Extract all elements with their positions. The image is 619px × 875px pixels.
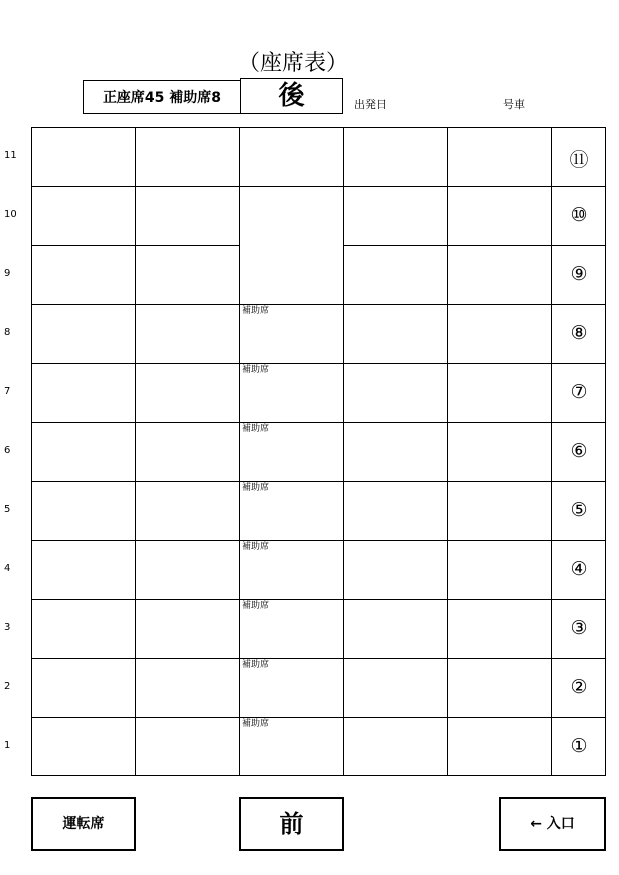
row-circled-number: ② xyxy=(570,675,588,698)
row-number: 10 xyxy=(4,208,17,220)
seat-grid-lines xyxy=(31,127,606,776)
assist-seat-label: 補助席 xyxy=(242,601,270,611)
entrance-box: ← 入口 xyxy=(499,797,606,851)
row-number: 4 xyxy=(4,562,11,574)
row-circled-number: ⑪ xyxy=(569,148,589,171)
row-circled-number: ④ xyxy=(570,557,588,580)
departure-date-label: 出発日 xyxy=(354,98,387,111)
row-number: 11 xyxy=(4,149,17,161)
front-label-box: 前 xyxy=(239,797,344,851)
row-number: 3 xyxy=(4,621,11,633)
seat-count-label: 正座席45 補助席8 xyxy=(83,80,240,114)
row-number: 5 xyxy=(4,503,11,515)
row-number: 1 xyxy=(4,739,11,751)
page-title: （座席表） xyxy=(238,51,349,76)
row-number: 7 xyxy=(4,385,11,397)
row-circled-number: ⑧ xyxy=(570,321,588,344)
assist-seat-label: 補助席 xyxy=(242,365,270,375)
car-number-label: 号車 xyxy=(503,98,525,111)
row-number: 8 xyxy=(4,326,11,338)
row-circled-number: ⑩ xyxy=(570,203,588,226)
assist-seat-label: 補助席 xyxy=(242,660,270,670)
grid-border xyxy=(32,128,606,776)
assist-seat-label: 補助席 xyxy=(242,424,270,434)
row-circled-number: ⑥ xyxy=(570,439,588,462)
row-number: 6 xyxy=(4,444,11,456)
rear-label: 後 xyxy=(240,78,343,114)
seat-grid xyxy=(31,127,606,776)
assist-seat-label: 補助席 xyxy=(242,306,270,316)
assist-seat-label: 補助席 xyxy=(242,542,270,552)
row-circled-number: ③ xyxy=(570,616,588,639)
driver-seat-box: 運転席 xyxy=(31,797,136,851)
row-number: 2 xyxy=(4,680,11,692)
assist-seat-label: 補助席 xyxy=(242,719,270,729)
row-circled-number: ① xyxy=(570,734,588,757)
assist-seat-label: 補助席 xyxy=(242,483,270,493)
row-circled-number: ⑨ xyxy=(570,262,588,285)
row-circled-number: ⑤ xyxy=(570,498,588,521)
row-number: 9 xyxy=(4,267,11,279)
row-circled-number: ⑦ xyxy=(570,380,588,403)
